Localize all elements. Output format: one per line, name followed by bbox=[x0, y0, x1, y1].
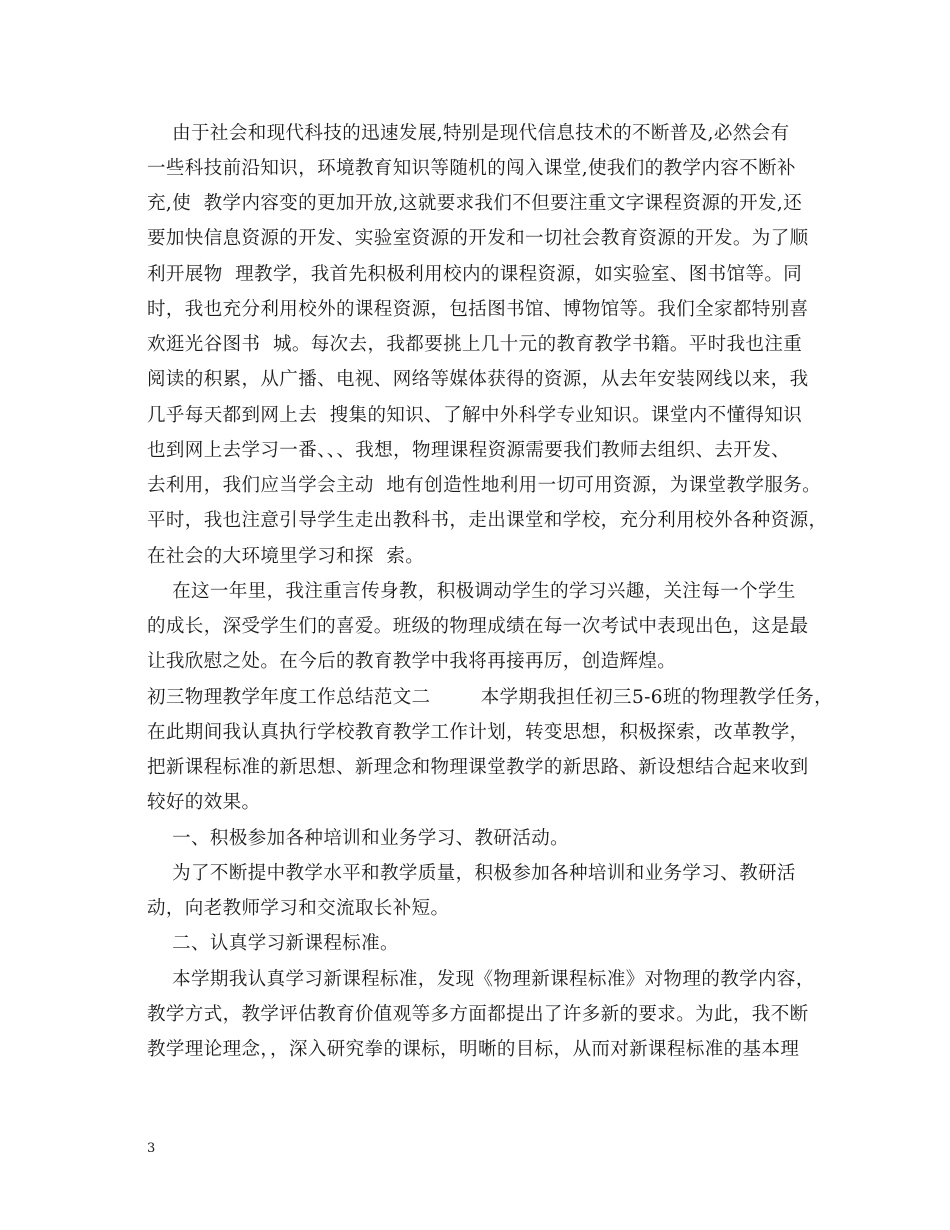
text-line: 欢逛光谷图书 城。每次去，我都要挑上几十元的教育教学书籍。平时我也注重 bbox=[147, 334, 803, 355]
text-line: 利开展物 理教学，我首先积极利用校内的课程资源，如实验室、图书馆等。同 bbox=[147, 264, 803, 285]
text-line: 动，向老教师学习和交流取长补短。 bbox=[147, 898, 450, 919]
text-line: 把新课程标准的新思想、新理念和物理课堂教学的新思路、新设想结合起来收到 bbox=[147, 757, 809, 778]
text-line: 一、积极参加各种培训和业务学习、教研活动。 bbox=[147, 828, 570, 849]
text-line: 几乎每天都到网上去 搜集的知识、了解中外科学专业知识。课堂内不懂得知识 bbox=[147, 405, 803, 426]
text-line: 在社会的大环境里学习和探 索。 bbox=[147, 546, 425, 567]
text-line: 要加快信息资源的开发、实验室资源的开发和一切社会教育资源的开发。为了顺 bbox=[147, 228, 809, 249]
text-line: 充,使 教学内容变的更加开放,这就要求我们不但要注重文字课程资源的开发,还 bbox=[147, 193, 803, 214]
section-heading-line: 初三物理教学年度工作总结范文二 本学期我担任初三5-6班的物理教学任务， bbox=[147, 687, 834, 708]
text-line: 在此期间我认真执行学校教育教学工作计划，转变思想，积极探索，改革教学， bbox=[147, 722, 809, 743]
text-line: 一些科技前沿知识，环境教育知识等随机的闯入课堂,使我们的教学内容不断补 bbox=[147, 158, 796, 179]
text-line: 去利用，我们应当学会主动 地有创造性地利用一切可用资源，为课堂教学服务。 bbox=[147, 475, 822, 496]
text-line: 也到网上去学习一番、、、我想，物理课程资源需要我们教师去组织、去开发、 bbox=[147, 440, 791, 461]
text-line: 为了不断提中教学水平和教学质量，积极参加各种培训和业务学习、教研活 bbox=[147, 863, 796, 884]
text-line: 本学期我认真学习新课程标准，发现《物理新课程标准》对物理的教学内容， bbox=[147, 969, 815, 990]
text-line: 让我欣慰之处。在今后的教育教学中我将再接再厉，创造辉煌。 bbox=[147, 651, 677, 672]
text-line: 较好的效果。 bbox=[147, 792, 261, 813]
text-line: 教学理论理念，，深入研究拳的课标，明晰的目标，从而对新课程标准的基本理 bbox=[147, 1039, 800, 1060]
text-line: 由于社会和现代科技的迅速发展,特别是现代信息技术的不断普及,必然会有 bbox=[147, 123, 790, 144]
text-line: 平时，我也注意引导学生走出教科书，走出课堂和学校，充分利用校外各种资源， bbox=[147, 510, 828, 531]
text-line: 时，我也充分利用校外的课程资源，包括图书馆、博物馆等。我们全家都特别喜 bbox=[147, 299, 809, 320]
text-line: 二、认真学习新课程标准。 bbox=[147, 933, 399, 954]
text-line: 在这一年里，我注重言传身教，积极调动学生的学习兴趣，关注每一个学生 bbox=[147, 581, 796, 602]
page-number: 3 bbox=[147, 1141, 156, 1156]
text-line: 的成长，深受学生们的喜爱。班级的物理成绩在每一次考试中表现出色，这是最 bbox=[147, 616, 809, 637]
text-line: 阅读的积累，从广播、电视、网络等媒体获得的资源，从去年安装网线以来，我 bbox=[147, 369, 809, 390]
text-line: 教学方式，教学评估教育价值观等多方面都提出了许多新的要求。为此，我不断 bbox=[147, 1004, 809, 1025]
